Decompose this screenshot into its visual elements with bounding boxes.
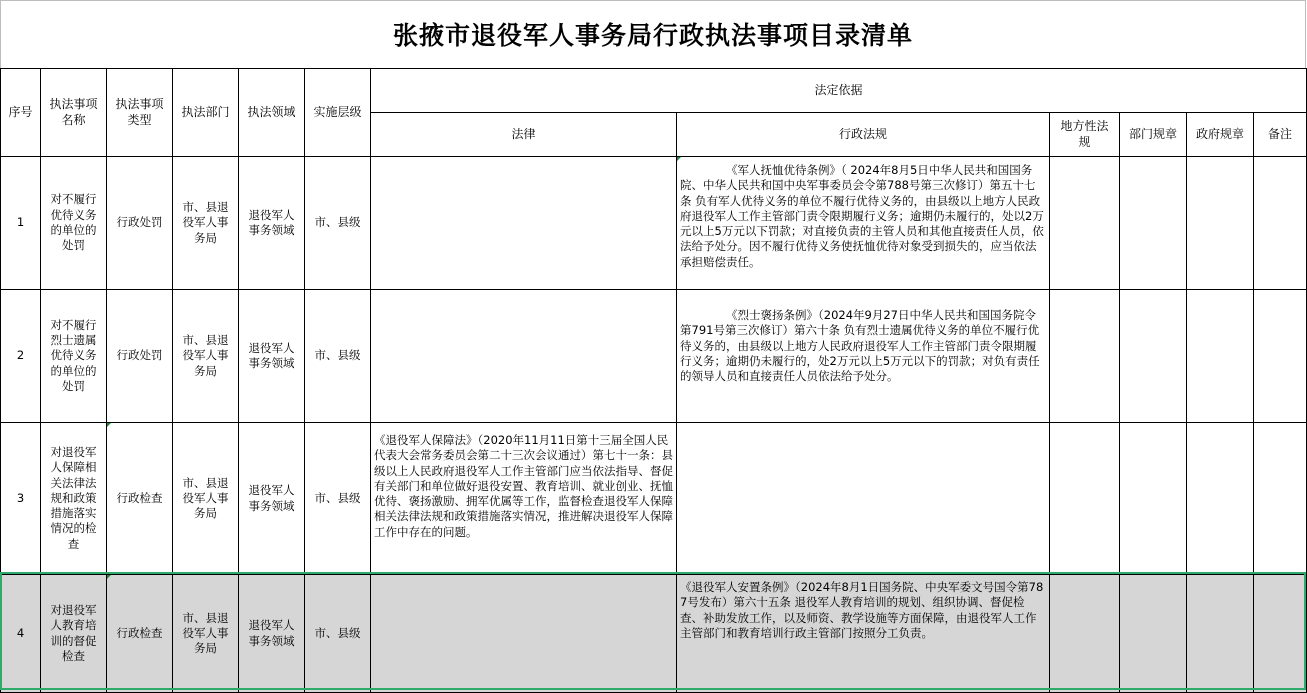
cell-name[interactable]: 对不履行优待义务的单位的处罚 <box>41 157 107 290</box>
cell-remark[interactable] <box>1254 423 1307 575</box>
cell-local-reg[interactable] <box>1050 157 1120 290</box>
cell-gov-rule[interactable] <box>1187 575 1254 693</box>
cell-seq[interactable]: 2 <box>1 290 41 423</box>
cell-level[interactable]: 市、县级 <box>305 423 371 575</box>
cell-seq[interactable]: 1 <box>1 157 41 290</box>
header-gov-rule[interactable]: 政府规章 <box>1187 113 1254 157</box>
cell-field[interactable]: 退役军人事务领域 <box>239 290 305 423</box>
header-dept[interactable]: 执法部门 <box>173 69 239 157</box>
enforcement-items-table <box>0 68 1307 693</box>
page-title: 张掖市退役军人事务局行政执法事项目录清单 <box>392 20 913 50</box>
cell-level[interactable]: 市、县级 <box>305 575 371 693</box>
cell-name[interactable]: 对退役军人保障相关法律法规和政策措施落实情况的检查 <box>41 423 107 575</box>
cell-dept[interactable]: 市、县退役军人事务局 <box>173 575 239 693</box>
cell-law[interactable] <box>371 157 677 290</box>
table-row <box>1 290 1307 423</box>
header-dept-rule[interactable]: 部门规章 <box>1120 113 1187 157</box>
cell-dept[interactable]: 市、县退役军人事务局 <box>173 423 239 575</box>
cell-gov-rule[interactable] <box>1187 157 1254 290</box>
cell-law[interactable] <box>371 575 677 693</box>
cell-type[interactable]: 行政处罚 <box>107 157 173 290</box>
cell-gov-rule[interactable] <box>1187 290 1254 423</box>
cell-admin-reg[interactable]: 《烈士褒扬条例》（2024年9月27日中华人民共和国国务院令第791号第三次修订）第六十条 负有烈士遗属优待义务的单位不履行优待义务的，由县级以上地方人民政府退役军人工作主管部门责令限期履行义务；逾期仍未履行的，处2万元以上5万元以下的罚款；对负有责任的领导人员和直接责任人员依法给予处分。 <box>677 290 1050 423</box>
cell-admin-reg[interactable]: 《军人抚恤优待条例》（ 2024年8月5日中华人民共和国国务院、中华人民共和国中央军事委员会令第788号第三次修订）第五十七条 负有军人优待义务的单位不履行优待义务的，由县级以上地方人民政府退役军人工作主管部门责令限期履行义务；逾期仍未履行的，处以2万元以上5万元以下罚款；对直接负责的主管人员和其他直接责任人员，依法给予处分。因不履行优待义务使抚恤优待对象受到损失的，应当依法承担赔偿责任。 <box>677 157 1050 290</box>
cell-dept[interactable]: 市、县退役军人事务局 <box>173 290 239 423</box>
cell-dept-rule[interactable] <box>1120 290 1187 423</box>
cell-seq[interactable]: 3 <box>1 423 41 575</box>
header-local-reg[interactable]: 地方性法规 <box>1050 113 1120 157</box>
cell-admin-reg[interactable] <box>677 423 1050 575</box>
header-basis[interactable]: 法定依据 <box>371 69 1307 113</box>
cell-seq[interactable]: 4 <box>1 575 41 693</box>
cell-name[interactable]: 对退役军人教育培训的督促检查 <box>41 575 107 693</box>
cell-local-reg[interactable] <box>1050 290 1120 423</box>
cell-dept[interactable]: 市、县退役军人事务局 <box>173 157 239 290</box>
cell-local-reg[interactable] <box>1050 423 1120 575</box>
cell-remark[interactable] <box>1254 157 1307 290</box>
cell-type[interactable]: 行政检查 <box>107 423 173 575</box>
cell-field[interactable]: 退役军人事务领域 <box>239 423 305 575</box>
header-law[interactable]: 法律 <box>371 113 677 157</box>
cell-level[interactable]: 市、县级 <box>305 290 371 423</box>
cell-gov-rule[interactable] <box>1187 423 1254 575</box>
header-name[interactable]: 执法事项名称 <box>41 69 107 157</box>
cell-type[interactable]: 行政检查 <box>107 575 173 693</box>
cell-level[interactable]: 市、县级 <box>305 157 371 290</box>
header-level[interactable]: 实施层级 <box>305 69 371 157</box>
table-row <box>1 423 1307 575</box>
header-field[interactable]: 执法领域 <box>239 69 305 157</box>
cell-dept-rule[interactable] <box>1120 575 1187 693</box>
header-row-1 <box>1 69 1307 113</box>
cell-law[interactable] <box>371 290 677 423</box>
cell-remark[interactable] <box>1254 290 1307 423</box>
header-remark[interactable]: 备注 <box>1254 113 1307 157</box>
cell-law[interactable]: 《退役军人保障法》（2020年11月11日第十三届全国人民代表大会常务委员会第二十三次会议通过）第七十一条：县级以上人民政府退役军人工作主管部门应当依法指导、督促有关部门和单位做好退役安置、教育培训、就业创业、抚恤优待、褒扬激励、拥军优属等工作，监督检查退役军人保障相关法律法规和政策措施落实情况，推进解决退役军人保障工作中存在的问题。 <box>371 423 677 575</box>
cell-dept-rule[interactable] <box>1120 157 1187 290</box>
cell-dept-rule[interactable] <box>1120 423 1187 575</box>
table-row <box>1 157 1307 290</box>
cell-remark[interactable] <box>1254 575 1307 693</box>
header-seq[interactable]: 序号 <box>1 69 41 157</box>
cell-local-reg[interactable] <box>1050 575 1120 693</box>
header-admin-reg[interactable]: 行政法规 <box>677 113 1050 157</box>
title-cell[interactable] <box>0 0 1306 68</box>
cell-admin-reg[interactable]: 《退役军人安置条例》（2024年8月1日国务院、中央军委文号国令第787号发布）第六十五条 退役军人教育培训的规划、组织协调、督促检查、补助发放工作，以及师资、教学设施等方面保障，由退役军人工作主管部门和教育培训行政主管部门按照分工负责。 <box>677 575 1050 693</box>
cell-type[interactable]: 行政处罚 <box>107 290 173 423</box>
header-type[interactable]: 执法事项类型 <box>107 69 173 157</box>
cell-field[interactable]: 退役军人事务领域 <box>239 157 305 290</box>
cell-name[interactable]: 对不履行烈士遗属优待义务的单位的处罚 <box>41 290 107 423</box>
table-row <box>1 575 1307 693</box>
cell-field[interactable]: 退役军人事务领域 <box>239 575 305 693</box>
